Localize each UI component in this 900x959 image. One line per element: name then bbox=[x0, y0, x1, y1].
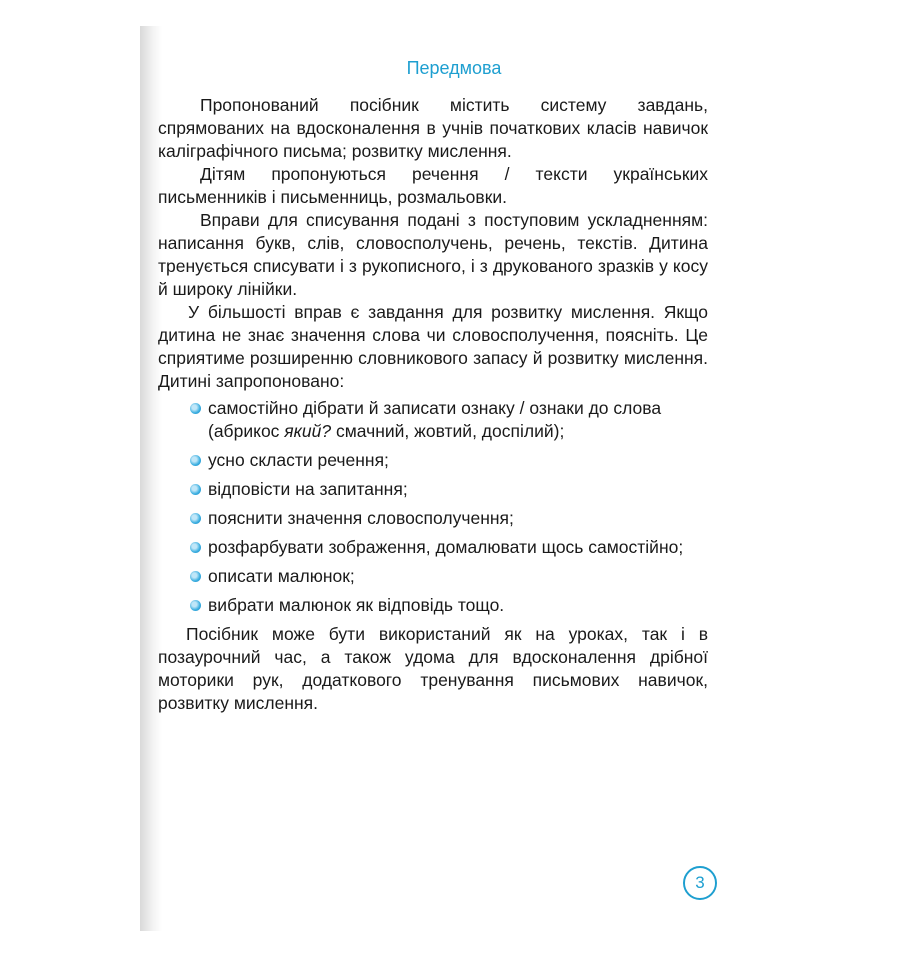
bullet-3-text: відповісти на запитання; bbox=[208, 479, 408, 499]
bullet-icon bbox=[190, 484, 201, 495]
list-item bbox=[190, 565, 708, 588]
paragraph-1: Пропонований посібник містить систему завдань, спрямованих на вдосконалення в учнів початкових класів навичок каліграфічного письма; розвитку мислення. bbox=[158, 95, 708, 161]
bullet-icon bbox=[190, 542, 201, 553]
bullet-5-text: розфарбувати зображення, домалювати щось самостійно; bbox=[208, 537, 684, 557]
page-number-badge bbox=[683, 866, 717, 900]
bullet-icon bbox=[190, 455, 201, 466]
paragraph-2: Дітям пропонуються речення / тексти українських письменників і письменниць, розмальовки. bbox=[158, 164, 708, 207]
bullet-icon bbox=[190, 403, 201, 414]
list-item bbox=[190, 594, 708, 617]
paragraph-4: У більшості вправ є завдання для розвитку мислення. Якщо дитина не знає значення слова чи словосполучення, поясніть. Це сприятиме розширенню словникового запасу й розвитку мислення. Дитині запропоновано: bbox=[158, 302, 708, 391]
list-item bbox=[190, 478, 708, 501]
body-text bbox=[158, 94, 708, 715]
bullet-1-text-start: самостійно дібрати й записати ознаку / ознаки до слова (абрикос bbox=[208, 398, 662, 441]
task-list bbox=[158, 397, 708, 617]
paragraph-3: Вправи для списування подані з поступовим ускладненням: написання букв, слів, словосполучень, речень, текстів. Дитина тренується списувати і з рукописного, і з друкованого зразків у косу й широку лінійки. bbox=[158, 210, 708, 299]
bullet-4-text: пояснити значення словосполучення; bbox=[208, 508, 514, 528]
page-number: 3 bbox=[695, 873, 705, 892]
closing-paragraph: Посібник може бути використаний як на уроках, так і в позаурочний час, а також удома для вдосконалення дрібної моторики рук, додаткового тренування письмових навичок, розвитку мислення. bbox=[158, 624, 708, 713]
bullet-6-text: описати малюнок; bbox=[208, 566, 355, 586]
list-item bbox=[190, 507, 708, 530]
page-title: Передмова bbox=[406, 58, 502, 78]
list-item bbox=[190, 397, 708, 443]
list-item bbox=[190, 449, 708, 472]
bullet-icon bbox=[190, 571, 201, 582]
bullet-icon bbox=[190, 513, 201, 524]
bullet-1-text-end: смачний, жовтий, доспілий); bbox=[331, 421, 565, 441]
bullet-1-italic: який? bbox=[284, 421, 332, 441]
bullet-7-text: вибрати малюнок як відповідь тощо. bbox=[208, 595, 505, 615]
list-item bbox=[190, 536, 708, 559]
bullet-icon bbox=[190, 600, 201, 611]
bullet-2-text: усно скласти речення; bbox=[208, 450, 389, 470]
